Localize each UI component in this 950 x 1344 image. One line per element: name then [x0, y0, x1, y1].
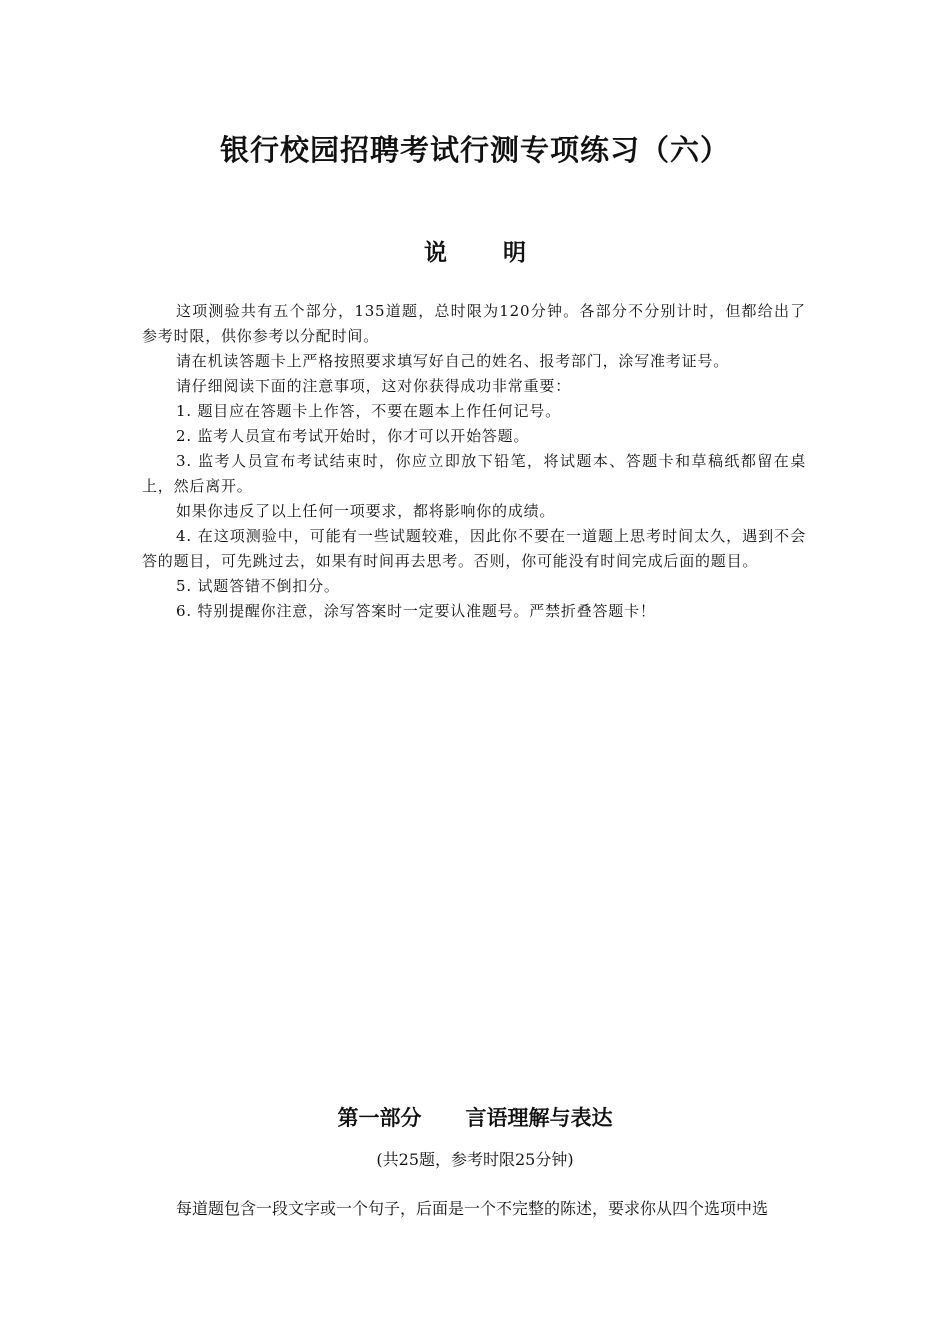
instruction-paragraph: 如果你违反了以上任何一项要求，都将影响你的成绩。	[176, 502, 556, 520]
part-label: 第一部分	[337, 1105, 422, 1130]
part-name: 言语理解与表达	[465, 1105, 613, 1130]
instructions-heading-right: 明	[503, 240, 526, 266]
instruction-item: 2. 监考人员宣布考试开始时，你才可以开始答题。	[176, 427, 530, 445]
instruction-paragraph: 请仔细阅读下面的注意事项，这对你获得成功非常重要：	[176, 377, 572, 395]
instruction-paragraph: 这项测验共有五个部分，135道题，总时限为120分钟。各部分不分别计时，但都给出了参考时限，供你参考以分配时间。	[142, 302, 806, 345]
document-title: 银行校园招聘考试行测专项练习（六）	[219, 133, 730, 167]
instruction-paragraph: 请在机读答题卡上严格按照要求填写好自己的姓名、报考部门，涂写准考证号。	[176, 352, 730, 370]
instruction-item: 6. 特别提醒你注意，涂写答案时一定要认准题号。严禁折叠答题卡！	[176, 602, 656, 620]
instruction-item: 3. 监考人员宣布考试结束时，你应立即放下铅笔，将试题本、答题卡和草稿纸都留在桌上，然后离开。	[142, 452, 806, 495]
instruction-item: 1. 题目应在答题卡上作答，不要在题本上作任何记号。	[176, 402, 561, 420]
instruction-item: 5. 试题答错不倒扣分。	[176, 577, 340, 595]
instructions-body	[142, 299, 806, 624]
part-intro-text: 每道题包含一段文字或一个句子，后面是一个不完整的陈述，要求你从四个选项中选	[176, 1199, 769, 1218]
instructions-heading	[0, 234, 950, 267]
part-subtitle: (共25题，参考时限25分钟)	[376, 1150, 574, 1169]
instructions-heading-left: 说	[424, 240, 447, 266]
instruction-item: 4. 在这项测验中，可能有一些试题较难，因此你不要在一道题上思考时间太久，遇到不会答的题目，可先跳过去，如果有时间再去思考。否则，你可能没有时间完成后面的题目。	[142, 527, 806, 570]
part-title	[0, 1102, 950, 1132]
